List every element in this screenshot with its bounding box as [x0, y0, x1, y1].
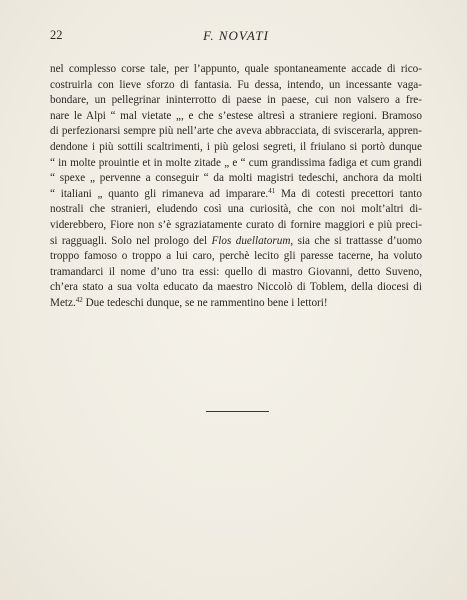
- line-text-continued: Ma di cotesti precettori tanto: [275, 187, 422, 200]
- footnote-reference: 41: [268, 186, 276, 195]
- running-head: [50, 28, 422, 46]
- line-text: costruirla con lieve sforzo di fantasia. Fu dessa, intendo, un incessante vaga-: [50, 78, 422, 91]
- line-text: “ in molte prouintie et in molte zitade „ e “ cum grandissima fadiga et cum grandi: [50, 156, 422, 169]
- text-line: [50, 93, 422, 109]
- running-title: F. NOVATI: [203, 28, 269, 43]
- line-text: nare le Alpi “ mal vietate „, e che s’estese altresì a straniere regioni. Bramoso: [50, 109, 422, 122]
- line-text: troppo famoso o troppo a lui caro, perchè lecito gli paresse tacerne, ha voluto: [50, 250, 422, 263]
- line-text: nostrali che stranieri, eludendo così una curiosità, che con noi molt’altri di-: [50, 203, 422, 216]
- line-text: Metz.: [50, 296, 76, 309]
- line-text: bondare, un pellegrinar ininterrotto di paese in paese, cui non valsero a fre-: [50, 94, 422, 107]
- text-line: [50, 156, 422, 172]
- text-line: [50, 124, 422, 140]
- text-line: [50, 187, 422, 203]
- page-number: 22: [50, 28, 63, 42]
- footnote-reference: 42: [75, 295, 83, 304]
- text-line: [50, 171, 422, 187]
- line-text: nel complesso corse tale, per l’appunto, quale spontaneamente accade di rico-: [50, 63, 422, 75]
- line-text-continued: Due tedeschi dunque, se ne rammentino bene i lettori!: [82, 296, 328, 309]
- section-divider-rule: [206, 411, 269, 412]
- body-paragraph: [50, 62, 422, 312]
- line-text: viderebbero, Fiore non s’è sgraziatamente curato di fornire maggiori e più preci-: [50, 218, 422, 231]
- line-text: di perfezionarsi sempre più nell’arte che aveva abbracciata, di sviscerarla, appren-: [50, 125, 422, 138]
- text-line: [50, 140, 422, 156]
- text-line: [50, 234, 422, 250]
- text-line: [50, 280, 422, 296]
- text-line: [50, 296, 422, 312]
- text-line: [50, 78, 422, 94]
- text-line: [50, 249, 422, 265]
- line-text: si ragguagli. Solo nel prologo del: [50, 234, 212, 247]
- text-line: [50, 218, 422, 234]
- line-text: ch’era stato a sua volta educato da maestro Niccolò di Toblem, della diocesi di: [50, 281, 422, 294]
- text-line: [50, 109, 422, 125]
- text-line: [50, 265, 422, 281]
- line-text-continued: sia che si trattasse d’uomo: [293, 234, 422, 247]
- line-text: “ spexe „ pervenne a conseguir “ da molti magistri tedeschi, anchora da molti: [50, 172, 422, 185]
- italic-title: Flos duellatorum,: [211, 234, 294, 247]
- text-line: [50, 202, 422, 218]
- line-text: dendone i più sottili scaltrimenti, i più gelosi segreti, il friulano si portò dunque: [50, 140, 422, 153]
- text-line: [50, 62, 422, 78]
- line-text: tramandarci il nome d’uno tra essi: quello di mastro Giovanni, detto Suveno,: [50, 265, 422, 278]
- line-text: “ italiani „ quanto gli rimaneva ad imparare.: [50, 187, 269, 200]
